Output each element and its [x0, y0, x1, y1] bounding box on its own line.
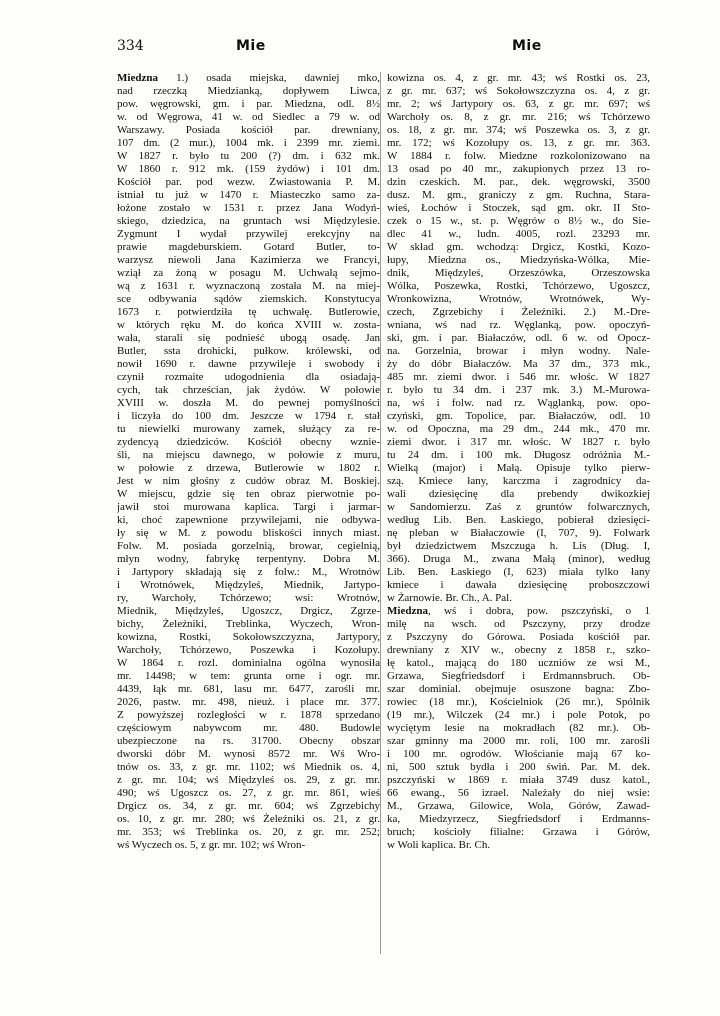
text-line: łożone zostało w 1531 r. przez Jana Wodyń-: [117, 202, 380, 214]
text-line: szą. Kmiece łany, karczma i zagrodnicy da-: [387, 475, 650, 487]
text-line: na. Gorzelnia, browar i młyn wodny. Nale-: [387, 345, 650, 357]
text-line: istniał tu już w 1470 r. Miasteczko samo za-: [117, 189, 380, 201]
text-line: r. było tu 34 dm. i 237 mk. 3.) M.-Murowa-: [387, 384, 650, 396]
text-line: 2026, pastw. mr. 498, nieuż. i place mr. 377.: [117, 696, 380, 708]
text-line: Kościół par. pod wezw. Zwiastowania P. M.: [117, 176, 380, 188]
text-line: Z powyższej rozległości w r. 1878 sprzedano: [117, 709, 380, 721]
text-line: na, wś i folw. nad rz. Wąglanką, pow. opo-: [387, 397, 650, 409]
text-line: (19 mr.), Wilczek (24 mr.) i pole Potok, po: [387, 709, 650, 721]
text-line: tu 24 dm. i 100 mk. Długosz odróżnia M.-: [387, 449, 650, 461]
text-line: cych, tak chrześcian, jak żydów. W połowie: [117, 384, 380, 396]
text-line: sce odbywania sądów ziemskich. Konstytucya: [117, 293, 380, 305]
text-line: Wólka, Poszewka, Rostki, Tchórzewo, Ugoszcz,: [387, 280, 650, 292]
text-line: W 1860 r. 912 mk. (159 żydów) i 101 dm.: [117, 163, 380, 175]
text-line: Warszawy. Posiada kościół par. drewniany,: [117, 124, 380, 136]
text-line: ki, choć zapewnione przywilejami, nie odbywa-: [117, 514, 380, 526]
text-line: według Lib. Ben. Łaskiego, pobierał dziesięci-: [387, 514, 650, 526]
text-line: nad rzeczką Miedzianką, dopływem Liwca,: [117, 85, 380, 97]
text-line: ży do dóbr Białaczów. Ma 37 dm., 373 mk.,: [387, 358, 650, 370]
text-line: milę na wsch. od Pszczyny, przy drodze: [387, 618, 650, 630]
text-line: kowizna os. 4, z gr. mr. 43; wś Rostki os. 23,: [387, 72, 650, 84]
text-line: Jest w nim głośny z cudów obraz M. Boskiej.: [117, 475, 380, 487]
text-line: nę pleban w Białaczowie (I, 707, 9). Folwark: [387, 527, 650, 539]
text-line: 107 dm. (2 mur.), 1004 mk. i 2399 mr. ziemi.: [117, 137, 380, 149]
column-divider: [380, 72, 381, 954]
text-line: wała, starali się podnieść ubogą osadę. Jan: [117, 332, 380, 344]
text-line: ry, Warchoły, Tchórzewo; wsi: Wrotnów,: [117, 592, 380, 604]
text-line: 366). Druga M., zwana Małą (minor), według: [387, 553, 650, 565]
text-line: tu niewielki murowany zamek, służący za re-: [117, 423, 380, 435]
text-line: z gr. mr. 104; wś Międzyleś os. 29, z gr. mr.: [117, 774, 380, 786]
text-line: Zygmunt I wydał przywilej erekcyjny na: [117, 228, 380, 240]
text-line: Miedzna, wś i dobra, pow. pszczyński, o 1: [387, 605, 650, 617]
text-line: kowizna, Rostki, Sokołowszczyzna, Jartypory,: [117, 631, 380, 643]
text-line: kmiece i dawała dziesięcinę proboszczowi: [387, 579, 650, 591]
text-line: wą z 1631 r. wyznaczoną została M. na miej-: [117, 280, 380, 292]
text-line: mr. 14498; w tem: grunta orne i ogr. mr.: [117, 670, 380, 682]
text-line: wziął za żoną w posagu M. Uchwałą sejmo-: [117, 267, 380, 279]
text-line: os. 18, z gr. mr. 374; wś Poszewka os. 3, z gr.: [387, 124, 650, 136]
text-line: skiego, dziedzica, na gruntach wsi Międzylesie.: [117, 215, 380, 227]
text-line: szar gminny ma 2000 mr. roli, 100 mr. zarośli: [387, 735, 650, 747]
text-line: pow. węgrowski, gm. i par. Miedzna, odl. 8½: [117, 98, 380, 110]
text-line: Folw. M. posiada gorzelnią, browar, cegielnią,: [117, 540, 380, 552]
text-line: w Żarnowie. Br. Ch., A. Pal.: [387, 592, 512, 604]
text-line: wniana, wś nad rz. Węglanką, pow. opoczyń-: [387, 319, 650, 331]
text-line: prawie magdeburskiem. Gotard Butler, to-: [117, 241, 380, 253]
text-line: Wronkowizna, Wrotnów, Wrotnówek, Wy-: [387, 293, 650, 305]
text-line: bichy, Żeleźniki, Treblinka, Wyczech, Wron-: [117, 618, 380, 630]
text-line: dnik, Międzyleś, Orzeszówka, Orzeszowska: [387, 267, 650, 279]
text-line: Warchoły os. 8, z gr. mr. 216; wś Tchórzewo: [387, 111, 650, 123]
text-line: rowiec (18 mr.), Kościelniok (26 mr.), Spólnik: [387, 696, 650, 708]
text-line: z Pszczyny do Górowa. Posiada kościół par.: [387, 631, 650, 643]
text-line: 4439, łąk mr. 681, lasu mr. 6477, zarośli mr.: [117, 683, 380, 695]
text-line: drewniany z XIV w., obecny z 1858 r., szko-: [387, 644, 650, 656]
text-line: wali dziesięcinę dla prebendy dwikozkiej: [387, 488, 650, 500]
text-line: pszczyński w 1869 r. miała 3749 dusz katol.,: [387, 774, 650, 786]
text-line: bruch; kościoły filialne: Grzawa i Górów,: [387, 826, 650, 838]
text-line: tnów os. 33, z gr. mr. 1102; wś Miednik os. 4,: [117, 761, 380, 773]
text-line: Lib. Ben. Łaskiego (I, 623) miała tylko łany: [387, 566, 650, 578]
text-line: 66 ewang., 56 izrael. Należały do niej wsie:: [387, 787, 650, 799]
text-line: dusz. M. gm., graniczy z gm. Ruchna, Stara-: [387, 189, 650, 201]
left-column: [117, 72, 380, 852]
text-line: W 1827 r. było tu 200 (?) dm. i 632 mk.: [117, 150, 380, 162]
text-line: śli, na miejscu dawnego, w połowie z muru,: [117, 449, 380, 461]
text-line: szar dominial. obejmuje osuszone bagna: Zbo-: [387, 683, 650, 695]
text-line: w Sandomierzu. Zaś z gruntów folwarcznych,: [387, 501, 650, 513]
text-line: wyciętym lesie na mokradłach (82 mr.). Ob-: [387, 722, 650, 734]
page-number: 334: [117, 38, 144, 54]
text-line: Warchoły, Tchórzewo, Poszewka i Kozołupy.: [117, 644, 380, 656]
text-line: Wielką (major) i Małą. Opisuje tylko pierw-: [387, 462, 650, 474]
page-header: [0, 38, 720, 58]
entry-headword: Miedzna: [387, 605, 428, 617]
text-line: w połowie z drzewa, Butlerowie w 1802 r.: [117, 462, 380, 474]
text-line: 13 osad po 40 mr., zakupionych przez 13 ro-: [387, 163, 650, 175]
text-line: i Jartypory składają się z folw.: M., Wrotnów: [117, 566, 380, 578]
text-line: i 100 mr. ogrodów. Włościanie mają 67 ko-: [387, 748, 650, 760]
entry-headword: Miedzna: [117, 72, 158, 84]
text-line: czynił rozmaite udogodnienia dla osiadają-: [117, 371, 380, 383]
text-line: 490; wś Ugoszcz os. 27, z gr. mr. 861, wieś: [117, 787, 380, 799]
text-line: częściowym nabywcom mr. 480. Budowle: [117, 722, 380, 734]
text-line: w. od Węgrowa, 41 w. od Siedlec a 79 w. od: [117, 111, 380, 123]
text-line: zydencyą dziedziców. Kościół obecny wznie-: [117, 436, 380, 448]
text-line: mr. 172; wś Kozołupy os. 13, z gr. mr. 363.: [387, 137, 650, 149]
text-line: w Woli kaplica. Br. Ch.: [387, 839, 491, 851]
text-line: mr. 353; wś Treblinka os. 20, z gr. mr. 252;: [117, 826, 380, 838]
text-line: w. od Opoczna, ma 29 dm., 244 mk., 470 mr.: [387, 423, 650, 435]
text-line: mr. 2; wś Jartypory os. 63, z gr. mr. 697; wś: [387, 98, 650, 110]
text-line: Butler, ssta drohicki, pułkow. królewski, od: [117, 345, 380, 357]
text-line: dlec 41 w., ludn. 4005, rozl. 23293 mr.: [387, 228, 650, 240]
text-line: 485 mr. ziemi dwor. i 546 mr. włośc. W 1827: [387, 371, 650, 383]
text-line: W skład gm. wchodzą: Drgicz, Kostki, Kozo-: [387, 241, 650, 253]
text-line: ski, gm. i par. Białaczów, odl. 6 w. od Opocz-: [387, 332, 650, 344]
text-line: 1673 r. potwierdziła tę uchwałę. Butlerowie,: [117, 306, 380, 318]
text-line: czek o 15 w., st. p. Węgrów o 8½ w., do Sie-: [387, 215, 650, 227]
text-line: i liczyła do 100 dm. Jeszcze w 1794 r. stał: [117, 410, 380, 422]
text-line: nowił 1690 r. dawne przywileje i swobody i: [117, 358, 380, 370]
text-line: ka, Miedzyrzecz, Siegfriedsdorf i Erdmanns-: [387, 813, 650, 825]
text-line: W 1864 r. rozl. dominialna ogólna wynosiła: [117, 657, 380, 669]
text-line: w których ręku M. do końca XVIII w. zosta-: [117, 319, 380, 331]
running-head-right: Mie: [512, 38, 542, 54]
text-line: XVIII w. doszła M. do pewnej pomyślności: [117, 397, 380, 409]
text-line: Grzawa, Siegfriedsdorf i Erdmannsbruch. Ob-: [387, 670, 650, 682]
text-line: czyński, gm. Topolice, par. Białaczów, odl. 10: [387, 410, 650, 422]
text-line: był dziedzictwem Mszczuga h. Lis (Dług. I,: [387, 540, 650, 552]
running-head-left: Mie: [236, 38, 266, 54]
text-line: łę katol., mającą do 180 uczniów ze wsi M.,: [387, 657, 650, 669]
text-line: ni, 500 sztuk bydła i 200 świń. Par. M. dek.: [387, 761, 650, 773]
text-line: ziemi dwor. i 317 mr. włośc. W 1827 r. było: [387, 436, 650, 448]
text-line: jawił stoi murowana kaplica. Targi i jarmar-: [117, 501, 380, 513]
text-line: młyn wodny, fabrykę terpentyny. Dobra M.: [117, 553, 380, 565]
text-line: ły się w M. z powodu bliskości innych miast.: [117, 527, 380, 539]
text-line: os. 10, z gr. mr. 280; wś Żeleźniki os. 21, z gr.: [117, 813, 380, 825]
text-line: czech, Zgrzebichy i Żeleźniki. 2.) M.-Dre-: [387, 306, 650, 318]
text-line: dworski dóbr M. wynosi 8572 mr. Wś Wro-: [117, 748, 380, 760]
text-line: ubezpieczone na rs. 31700. Obecny obszar: [117, 735, 380, 747]
text-line: warzysz niewoli Jana Kazimierza we Francyi,: [117, 254, 380, 266]
text-line: wieś, Łochów i Stoczek, sąd gm. okr. II Sto-: [387, 202, 650, 214]
text-line: i Wrotnówek, Międzyleś, Miednik, Jartypo-: [117, 579, 380, 591]
text-line: W 1884 r. folw. Miedzne rozkolonizowano na: [387, 150, 650, 162]
text-line: Drgicz os. 34, z gr. mr. 604; wś Zgrzebichy: [117, 800, 380, 812]
text-line: Miedzna 1.) osada miejska, dawniej mko,: [117, 72, 380, 84]
text-line: W miejscu, gdzie się ten obraz pierwotnie po-: [117, 488, 380, 500]
text-line: dzin czeskich. M. par., dek. węgrowski, 3500: [387, 176, 650, 188]
text-line: łupy, Miedzna os., Miedzyńska-Wólka, Mie-: [387, 254, 650, 266]
text-line: z gr. mr. 637; wś Sokołowszczyzna os. 4, z gr.: [387, 85, 650, 97]
text-line: M., Grzawa, Gilowice, Wola, Górów, Zawad-: [387, 800, 650, 812]
text-line: wś Wyczech os. 5, z gr. mr. 102; wś Wron-: [117, 839, 306, 851]
text-line: Miednik, Międzyleś, Ugoszcz, Drgicz, Zgrze-: [117, 605, 380, 617]
right-column: [387, 72, 650, 852]
